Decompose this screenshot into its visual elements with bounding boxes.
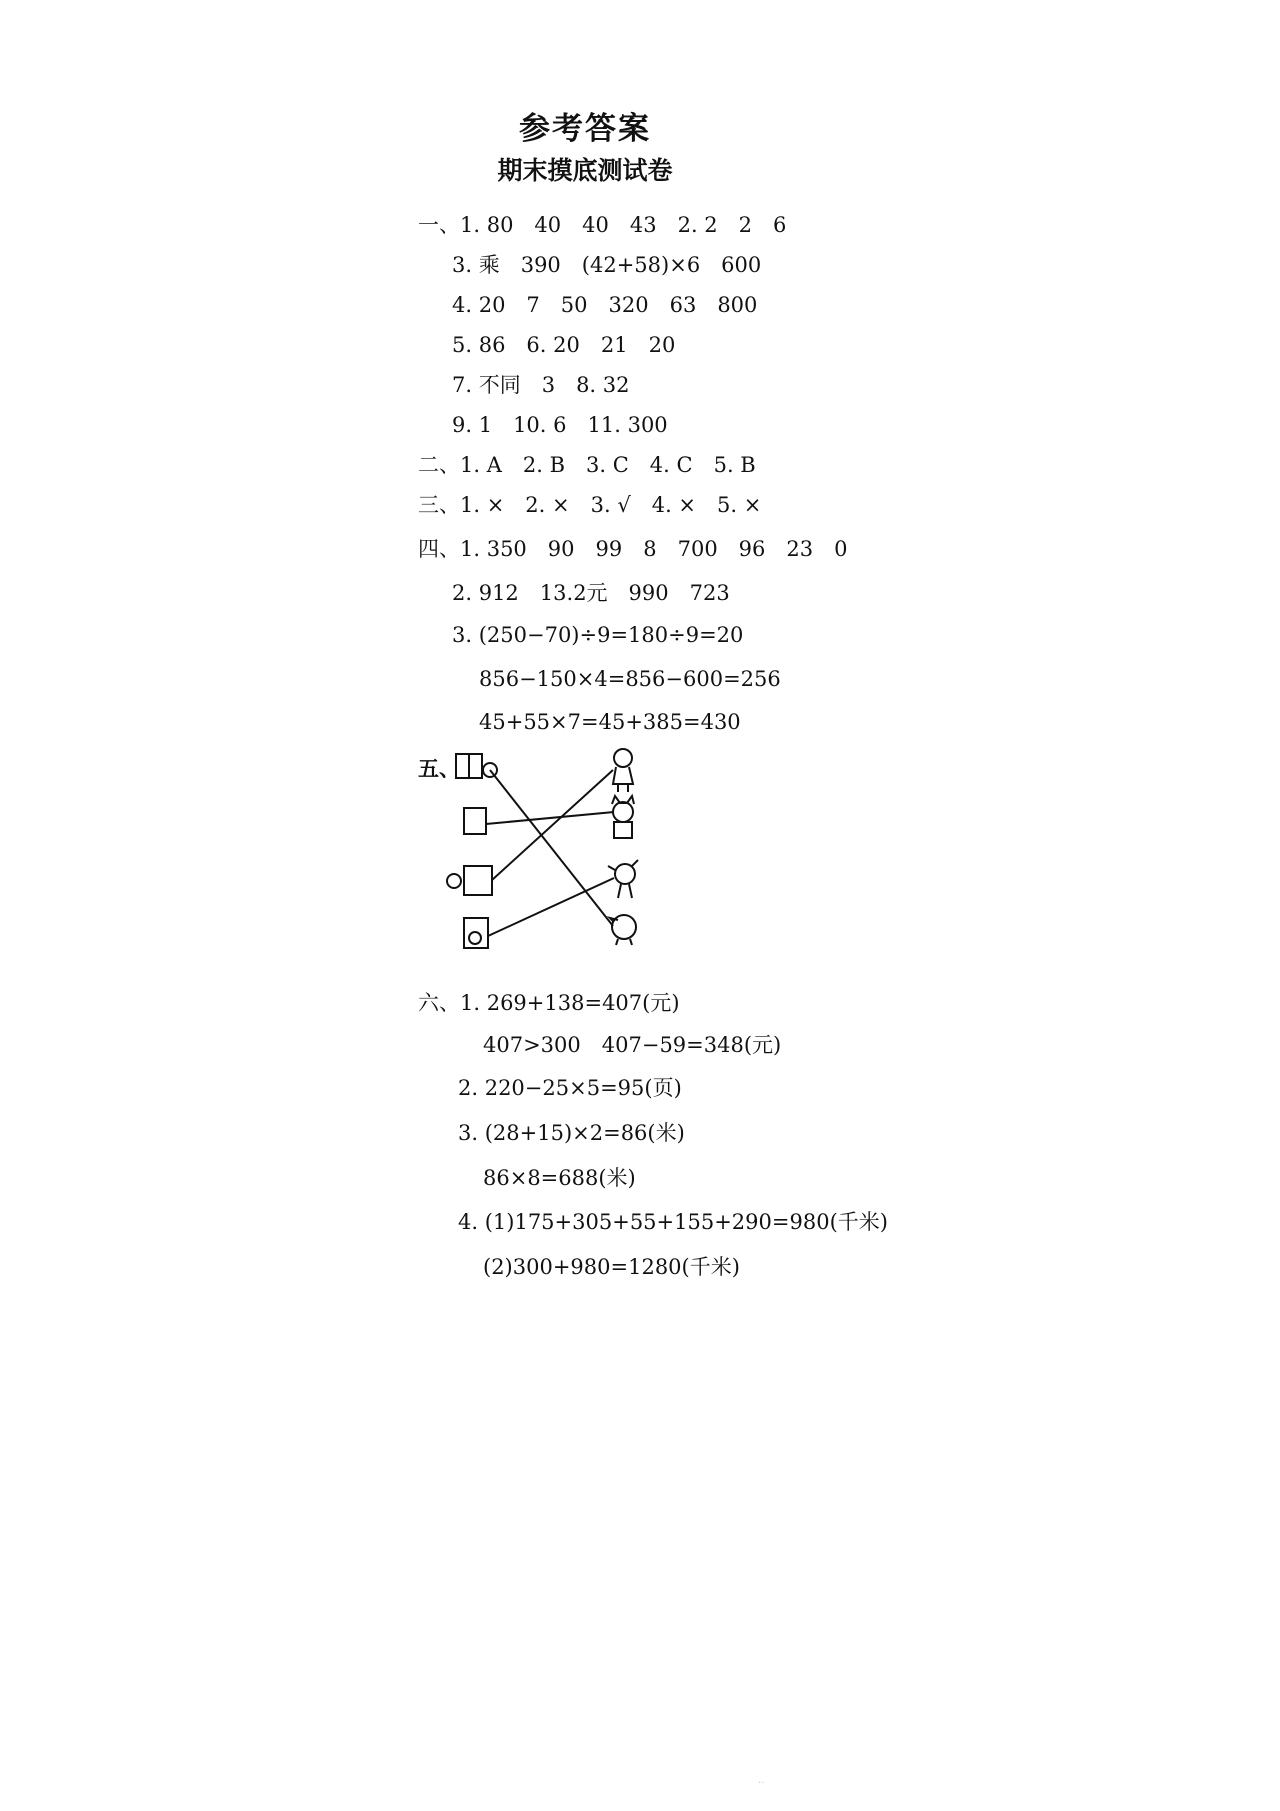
page-subtitle: 期末摸底测试卷 [497,156,673,185]
match-line-2 [486,812,614,824]
answer-line: 9. 1 10. 6 11. 300 [452,413,668,437]
page-title: 参考答案 [519,111,651,147]
answer-line: (2)300+980=1280(千米) [483,1255,740,1279]
match-line-3 [492,770,613,880]
shape-view-4 [464,918,488,948]
answer-line: 4. (1)175+305+55+155+290=980(千米) [458,1210,888,1234]
shape-view-2 [464,808,486,834]
section-five-label: 五、 [418,757,460,781]
answer-line: 2. 912 13.2元 990 723 [452,581,730,605]
answer-line: 3. (250−70)÷9=180÷9=20 [452,623,744,647]
answer-line: 5. 86 6. 20 21 20 [452,333,676,357]
character-girl [613,749,633,792]
answer-line: 4. 20 7 50 320 63 800 [452,293,758,317]
answer-line: 407>300 407−59=348(元) [483,1033,782,1057]
answer-line: 二、1. A 2. B 3. C 4. C 5. B [418,453,756,477]
character-chick [610,915,636,945]
match-line-4 [488,878,614,936]
answer-line: 856−150×4=856−600=256 [479,667,781,691]
answer-line: 六、1. 269+138=407(元) [418,991,680,1015]
answer-line: 四、1. 350 90 99 8 700 96 23 0 [418,537,848,561]
page-mark: ·· [758,1778,765,1789]
shape-view-3 [447,866,492,895]
match-line-1 [490,770,613,926]
answer-line: 45+55×7=45+385=430 [479,710,741,734]
answer-line: 3. (28+15)×2=86(米) [458,1121,685,1145]
matching-diagram [418,740,658,960]
answer-line: 3. 乘 390 (42+58)×6 600 [452,253,762,277]
answer-line: 2. 220−25×5=95(页) [458,1076,682,1100]
answer-line: 三、1. × 2. × 3. √ 4. × 5. × [418,493,762,517]
answer-line: 一、1. 80 40 40 43 2. 2 2 6 [418,213,787,237]
shape-view-1 [456,754,497,778]
answer-line: 86×8=688(米) [483,1166,636,1190]
character-cat [612,796,634,838]
answer-line: 7. 不同 3 8. 32 [452,373,630,397]
